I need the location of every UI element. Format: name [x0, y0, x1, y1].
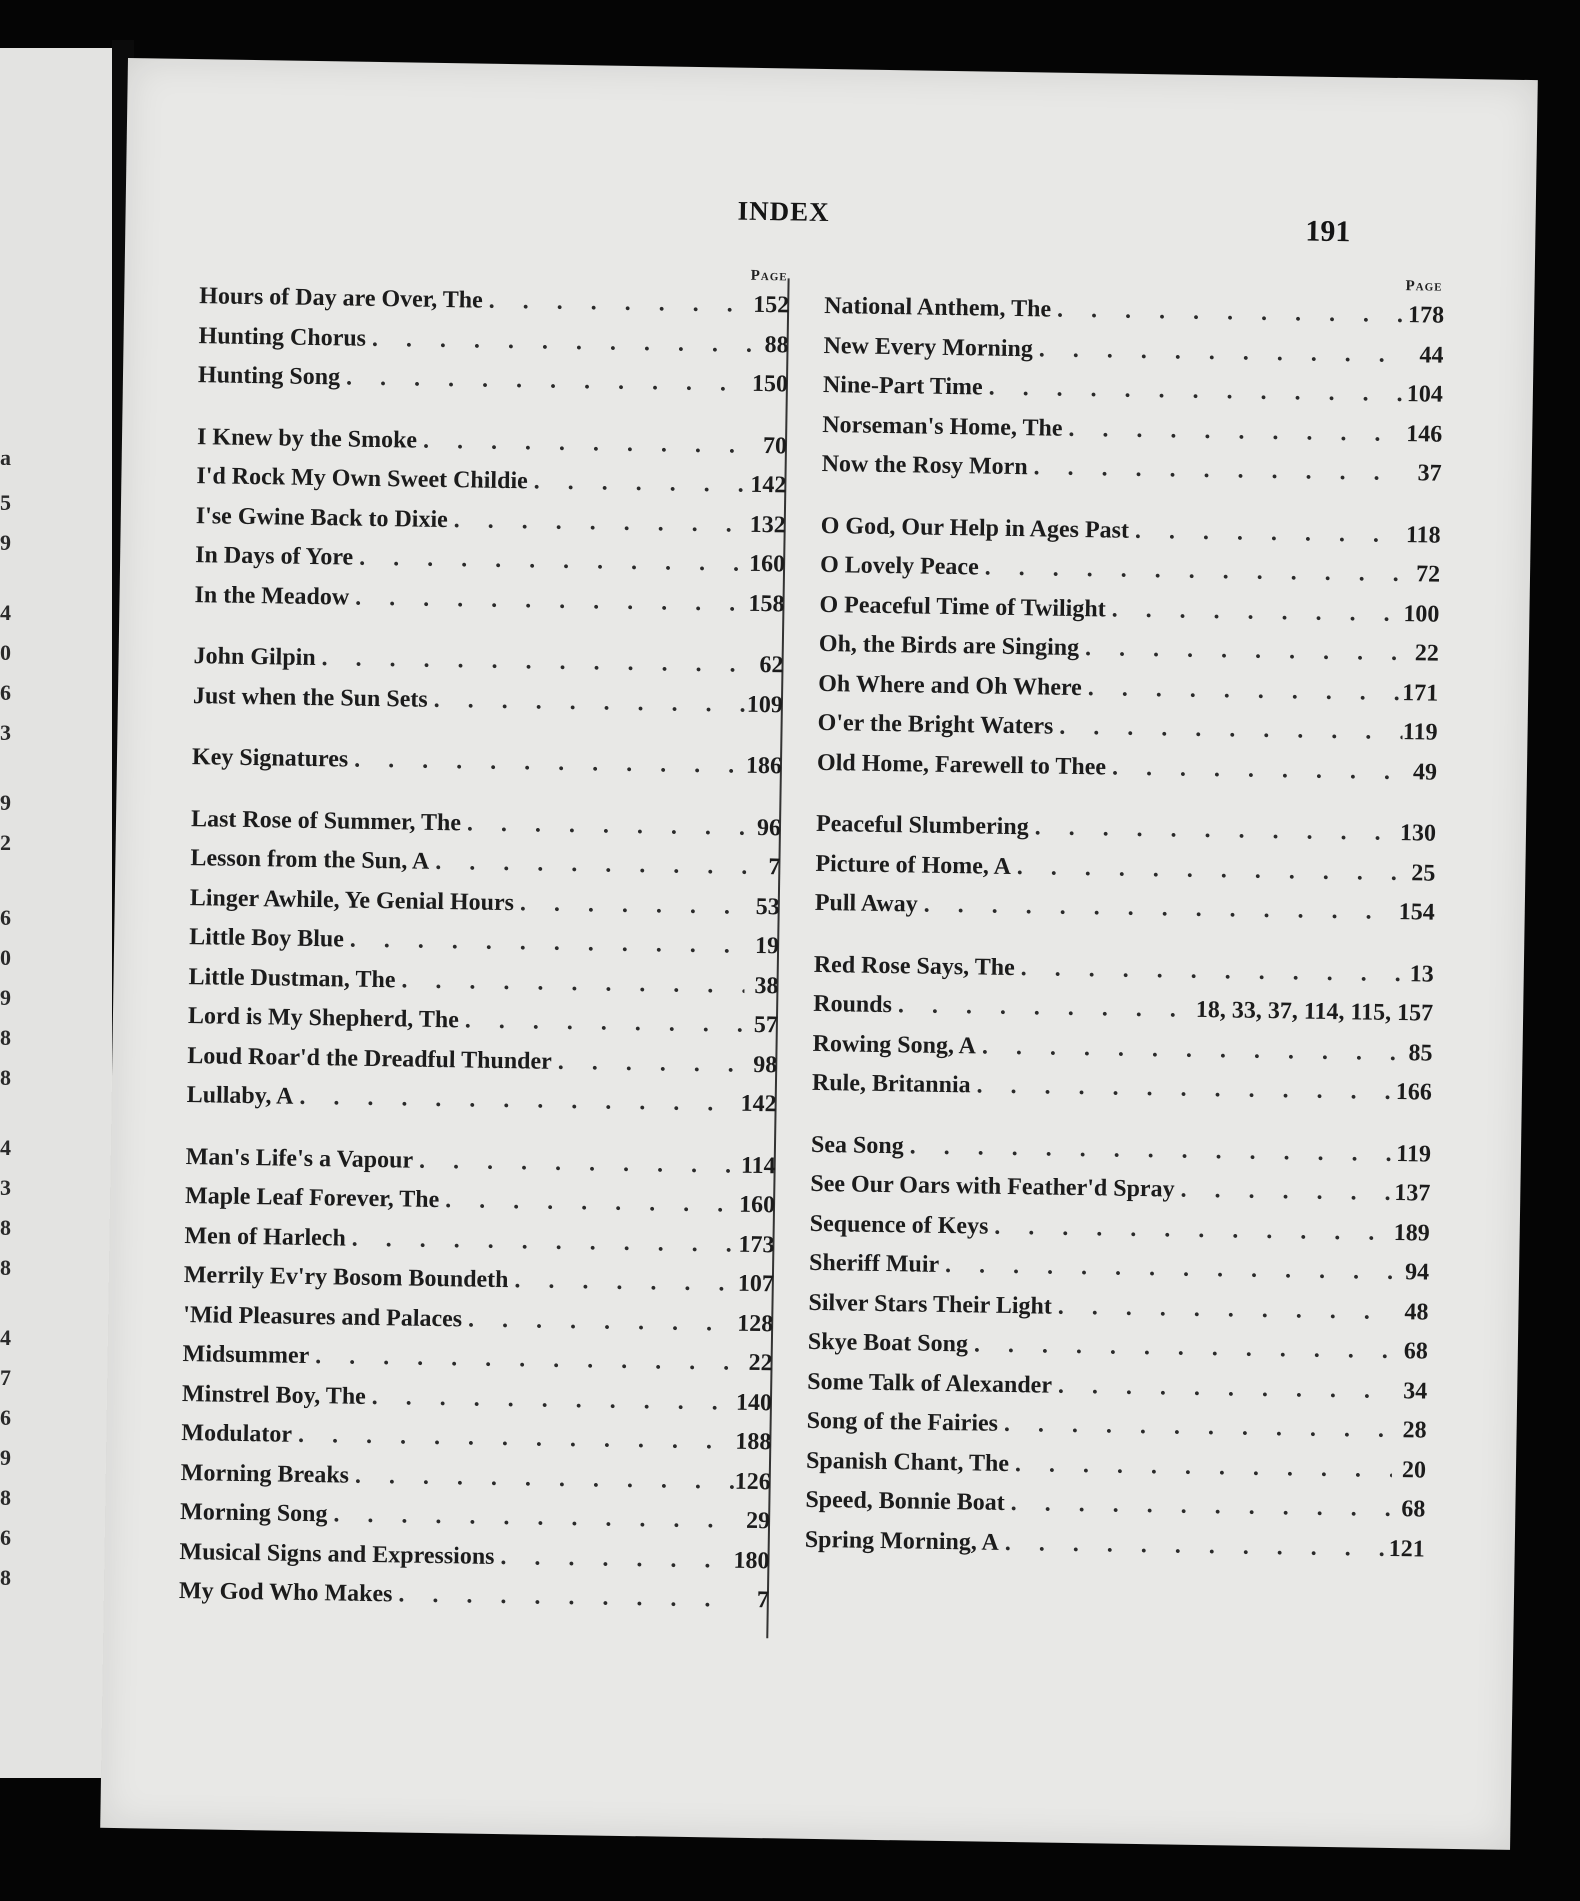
dot-leader — [315, 645, 749, 679]
entry-page: 96 — [756, 814, 782, 841]
dot-leader — [327, 1501, 736, 1534]
entry-page: 121 — [1388, 1535, 1425, 1563]
entry-title: I Knew by the Smoke — [196, 423, 418, 454]
facing-page-number-fragment: 8 — [0, 1025, 11, 1050]
entry-title: Lullaby, A — [186, 1082, 294, 1110]
entry-title: Oh Where and Oh Where — [818, 670, 1083, 701]
dot-leader — [349, 584, 749, 617]
entry-title: 'Mid Pleasures and Palaces — [183, 1301, 463, 1332]
dot-leader — [1051, 297, 1408, 330]
entry-title: In the Meadow — [194, 581, 350, 611]
entry-title: Man's Life's a Vapour — [185, 1143, 414, 1174]
entry-page: 150 — [751, 370, 789, 398]
entry-title: Modulator — [181, 1420, 293, 1448]
facing-page-number-fragment: 6 — [0, 905, 11, 930]
facing-page-number-fragment: 6 — [0, 1525, 11, 1550]
entry-page: 132 — [749, 511, 786, 538]
dot-leader — [1005, 1490, 1392, 1523]
entry-title: Maple Leaf Forever, The — [184, 1183, 440, 1214]
entry-title: I'se Gwine Back to Dixie — [195, 502, 448, 533]
entry-page: 22 — [748, 1349, 773, 1377]
entry-page: 29 — [745, 1507, 771, 1535]
entry-title: Norseman's Home, The — [822, 411, 1063, 442]
facing-page-number-fragment: 0 — [0, 945, 11, 970]
entry-title: Rule, Britannia — [811, 1069, 971, 1099]
dot-leader — [988, 1213, 1394, 1246]
entry-page: 25 — [1411, 859, 1436, 887]
entry-title: Key Signatures — [191, 744, 349, 773]
entry-title: Peaceful Slumbering — [815, 810, 1029, 841]
dot-leader — [1009, 1451, 1392, 1484]
entry-page: 22 — [1414, 640, 1440, 667]
facing-page-number-fragment: 8 — [0, 1065, 11, 1090]
dot-leader — [1011, 853, 1402, 886]
entry-page: 160 — [748, 550, 786, 578]
dot-leader — [1052, 1293, 1395, 1325]
entry-page: 37 — [1417, 460, 1442, 487]
dot-leader — [395, 967, 744, 999]
entry-page: 158 — [748, 590, 785, 617]
entry-title: O God, Our Help in Ages Past — [820, 512, 1130, 544]
entry-title: See Our Oars with Feather'd Spray — [810, 1170, 1175, 1203]
entry-title: Men of Harlech — [184, 1222, 346, 1252]
entry-title: Song of the Fairies — [806, 1407, 999, 1437]
facing-page-number-fragment: 7 — [0, 1365, 11, 1390]
dot-leader — [483, 288, 754, 319]
dot-leader — [366, 1383, 737, 1416]
facing-page-number-fragment: 3 — [0, 1175, 11, 1200]
entry-page: 118 — [1405, 521, 1441, 549]
entry-page: 72 — [1415, 561, 1441, 588]
entry-title: Silver Stars Their Light — [808, 1289, 1053, 1320]
entry-page: 119 — [1402, 719, 1438, 746]
dot-leader — [448, 507, 750, 539]
index-column-right — [804, 269, 1444, 1576]
facing-page-number-fragment: a — [0, 445, 11, 470]
entry-title: Hunting Chorus — [198, 322, 367, 352]
dot-leader — [552, 1048, 744, 1078]
column-head: Page — [750, 267, 788, 285]
dot-leader — [309, 1343, 739, 1377]
entry-title: Linger Awhile, Ye Genial Hours — [189, 884, 515, 916]
column-head: Page — [1405, 278, 1443, 295]
entry-title: My God Who Makes — [178, 1577, 393, 1608]
entry-title: I'd Rock My Own Sweet Childie — [196, 463, 528, 495]
entry-page: 88 — [764, 331, 789, 358]
dot-leader — [292, 1422, 736, 1456]
dot-leader — [427, 686, 747, 718]
entry-page: 178 — [1407, 302, 1445, 329]
entry-title: O'er the Bright Waters — [817, 709, 1054, 740]
dot-leader — [982, 374, 1407, 408]
facing-page-number-fragment: 9 — [0, 985, 11, 1010]
facing-page-number-fragment: 3 — [0, 720, 11, 745]
dot-leader — [1027, 454, 1407, 487]
entry-title: Sheriff Muir — [808, 1249, 940, 1278]
entry-page: 189 — [1393, 1219, 1430, 1247]
dot-leader — [1062, 415, 1406, 447]
entry-title: Rowing Song, A — [812, 1030, 977, 1059]
entry-title: Midsummer — [182, 1341, 310, 1370]
facing-page-number-fragment: 6 — [0, 1405, 11, 1430]
index-column-left — [179, 259, 790, 1627]
entry-title: In Days of Yore — [194, 542, 354, 571]
entry-title: Sequence of Keys — [809, 1210, 989, 1240]
entry-title: Morning Song — [179, 1499, 328, 1528]
facing-page-number-fragment: 8 — [0, 1485, 11, 1510]
dot-leader — [1106, 754, 1403, 786]
dot-leader — [892, 992, 1196, 1024]
entry-title: Sea Song — [810, 1131, 904, 1159]
facing-page-number-fragment: 6 — [0, 680, 11, 705]
entry-page: 142 — [750, 471, 787, 499]
page-title: INDEX — [737, 195, 830, 228]
entry-page: 166 — [1395, 1079, 1433, 1106]
entry-title: Merrily Ev'ry Bosom Boundeth — [183, 1262, 509, 1294]
entry-page: 48 — [1404, 1298, 1429, 1326]
entry-page: 62 — [759, 651, 784, 679]
facing-page-number-fragment: 4 — [0, 600, 11, 625]
entry-page: 49 — [1412, 758, 1438, 786]
entry-page: 19 — [754, 932, 780, 960]
entry-page: 57 — [753, 1011, 779, 1039]
entry-page: 18, 33, 37, 114, 115, 157 — [1195, 996, 1434, 1027]
entry-title: Now the Rosy Morn — [821, 450, 1028, 481]
entry-page: 28 — [1402, 1417, 1427, 1444]
facing-page-number-fragment: 4 — [0, 1325, 11, 1350]
dot-leader — [939, 1252, 1395, 1286]
dot-leader — [459, 1007, 744, 1038]
entry-page: 44 — [1419, 341, 1444, 369]
dot-leader — [998, 1411, 1393, 1444]
entry-title: Pull Away — [814, 889, 918, 918]
facing-page-number-fragment: 5 — [0, 490, 11, 515]
entry-title: Morning Breaks — [180, 1459, 350, 1489]
entry-title: Spring Morning, A — [804, 1526, 1000, 1556]
entry-title: Some Talk of Alexander — [807, 1368, 1053, 1399]
entry-page: 13 — [1409, 960, 1434, 988]
entry-page: 20 — [1401, 1456, 1427, 1484]
dot-leader — [340, 364, 752, 397]
entry-page: 126 — [734, 1468, 771, 1495]
entry-page: 100 — [1403, 600, 1440, 628]
dot-leader — [344, 927, 746, 960]
entry-title: Hours of Day are Over, The — [199, 283, 483, 314]
dot-leader — [349, 1462, 735, 1495]
dot-leader — [1174, 1177, 1394, 1207]
dot-leader — [461, 810, 747, 841]
entry-title: Musical Signs and Expressions — [179, 1538, 495, 1570]
dot-leader — [968, 1331, 1394, 1365]
entry-title: Last Rose of Summer, The — [190, 805, 462, 836]
entry-title: Rounds — [813, 990, 893, 1019]
dot-leader — [1028, 814, 1400, 847]
facing-page-number-fragment: 8 — [0, 1215, 11, 1240]
index-page — [100, 58, 1538, 1850]
dot-leader — [528, 468, 751, 498]
entry-page: 107 — [737, 1270, 775, 1298]
entry-page: 137 — [1394, 1180, 1431, 1207]
entry-page: 34 — [1403, 1377, 1428, 1405]
entry-page: 142 — [740, 1090, 777, 1118]
dot-leader — [970, 1072, 1396, 1106]
entry-title: Oh, the Birds are Singing — [818, 630, 1080, 662]
facing-page-fragment — [0, 48, 112, 1778]
entry-page: 53 — [755, 893, 780, 920]
dot-leader — [1015, 955, 1400, 988]
index-entry — [179, 1578, 770, 1627]
entry-page: 114 — [740, 1152, 776, 1179]
entry-title: Lord is My Shepherd, The — [187, 1003, 460, 1034]
entry-page: 173 — [738, 1231, 775, 1258]
entry-page: 186 — [745, 752, 783, 780]
dot-leader — [1082, 675, 1403, 707]
facing-page-number-fragment: 9 — [0, 530, 11, 555]
entry-title: Old Home, Farewell to Thee — [816, 749, 1107, 780]
entry-page: 146 — [1406, 420, 1443, 448]
entry-page: 128 — [736, 1310, 774, 1337]
dot-leader — [348, 747, 746, 780]
entry-title: Lesson from the Sun, A — [190, 845, 430, 875]
entry-title: New Every Morning — [823, 332, 1034, 362]
dot-leader — [1129, 517, 1406, 548]
dot-leader — [353, 545, 749, 578]
entry-page: 152 — [752, 291, 790, 319]
facing-page-number-fragment: 9 — [0, 1445, 11, 1470]
dot-leader — [999, 1529, 1389, 1562]
entry-page: 171 — [1401, 679, 1439, 707]
entry-page: 119 — [1396, 1140, 1432, 1168]
entry-page: 68 — [1403, 1338, 1429, 1365]
dot-leader — [392, 1581, 735, 1613]
entry-page: 104 — [1406, 381, 1444, 408]
facing-page-number-fragment: 4 — [0, 1135, 11, 1160]
entry-title: O Lovely Peace — [819, 551, 979, 581]
dot-leader — [1105, 596, 1403, 628]
facing-page-number-fragment: 9 — [0, 790, 11, 815]
entry-title: Hunting Song — [197, 362, 341, 391]
entry-page: 154 — [1398, 899, 1435, 926]
dot-leader — [439, 1187, 739, 1219]
dot-leader — [429, 849, 746, 881]
index-entry — [804, 1526, 1425, 1575]
dot-leader — [508, 1267, 738, 1298]
dot-leader — [346, 1225, 739, 1258]
entry-title: Picture of Home, A — [815, 850, 1012, 880]
entry-page: 109 — [746, 691, 784, 718]
dot-leader — [462, 1306, 737, 1337]
entry-title: Minstrel Boy, The — [181, 1380, 367, 1410]
entry-title: Spanish Chant, The — [805, 1447, 1010, 1477]
dot-leader — [293, 1084, 741, 1118]
entry-page: 94 — [1404, 1259, 1430, 1286]
entry-page: 98 — [753, 1051, 778, 1078]
dot-leader — [1052, 1372, 1394, 1404]
entry-page: 85 — [1408, 1039, 1433, 1067]
entry-title: Little Dustman, The — [188, 963, 396, 993]
dot-leader — [413, 1147, 741, 1179]
entry-page: 70 — [762, 432, 788, 459]
entry-page: 38 — [754, 972, 779, 999]
entry-title: Loud Roar'd the Dreadful Thunder — [187, 1042, 553, 1075]
entry-page: 160 — [738, 1191, 776, 1219]
dot-leader — [1053, 714, 1403, 746]
entry-title: Just when the Sun Sets — [192, 682, 428, 713]
entry-title: Little Boy Blue — [188, 924, 345, 953]
dot-leader — [1079, 635, 1405, 667]
entry-title: National Anthem, The — [823, 292, 1052, 323]
dot-leader — [366, 325, 755, 358]
entry-title: Red Rose Says, The — [813, 951, 1015, 981]
page-number: 191 — [1305, 214, 1351, 249]
facing-page-number-fragment: 0 — [0, 640, 11, 665]
dot-leader — [417, 427, 753, 459]
entry-title: Nine-Part Time — [822, 371, 983, 401]
entry-page: 7 — [756, 1587, 770, 1614]
entry-page: 68 — [1401, 1496, 1426, 1523]
entry-page: 140 — [735, 1389, 773, 1416]
entry-title: Skye Boat Song — [807, 1328, 969, 1358]
dot-leader — [976, 1033, 1399, 1067]
entry-page: 188 — [735, 1428, 772, 1456]
dot-leader — [494, 1543, 733, 1574]
entry-page: 130 — [1399, 820, 1437, 847]
entry-title: O Peaceful Time of Twilight — [819, 591, 1106, 622]
entry-page: 7 — [768, 854, 781, 881]
entry-title: Speed, Bonnie Boat — [805, 1486, 1005, 1516]
entry-title: John Gilpin — [193, 643, 316, 672]
facing-page-number-fragment: 8 — [0, 1565, 11, 1590]
dot-leader — [979, 554, 1407, 588]
facing-page-number-fragment: 8 — [0, 1255, 11, 1280]
page-header — [125, 178, 1426, 258]
facing-page-number-fragment: 2 — [0, 830, 11, 855]
dot-leader — [514, 890, 746, 921]
dot-leader — [1033, 336, 1410, 369]
entry-page: 180 — [733, 1547, 770, 1574]
